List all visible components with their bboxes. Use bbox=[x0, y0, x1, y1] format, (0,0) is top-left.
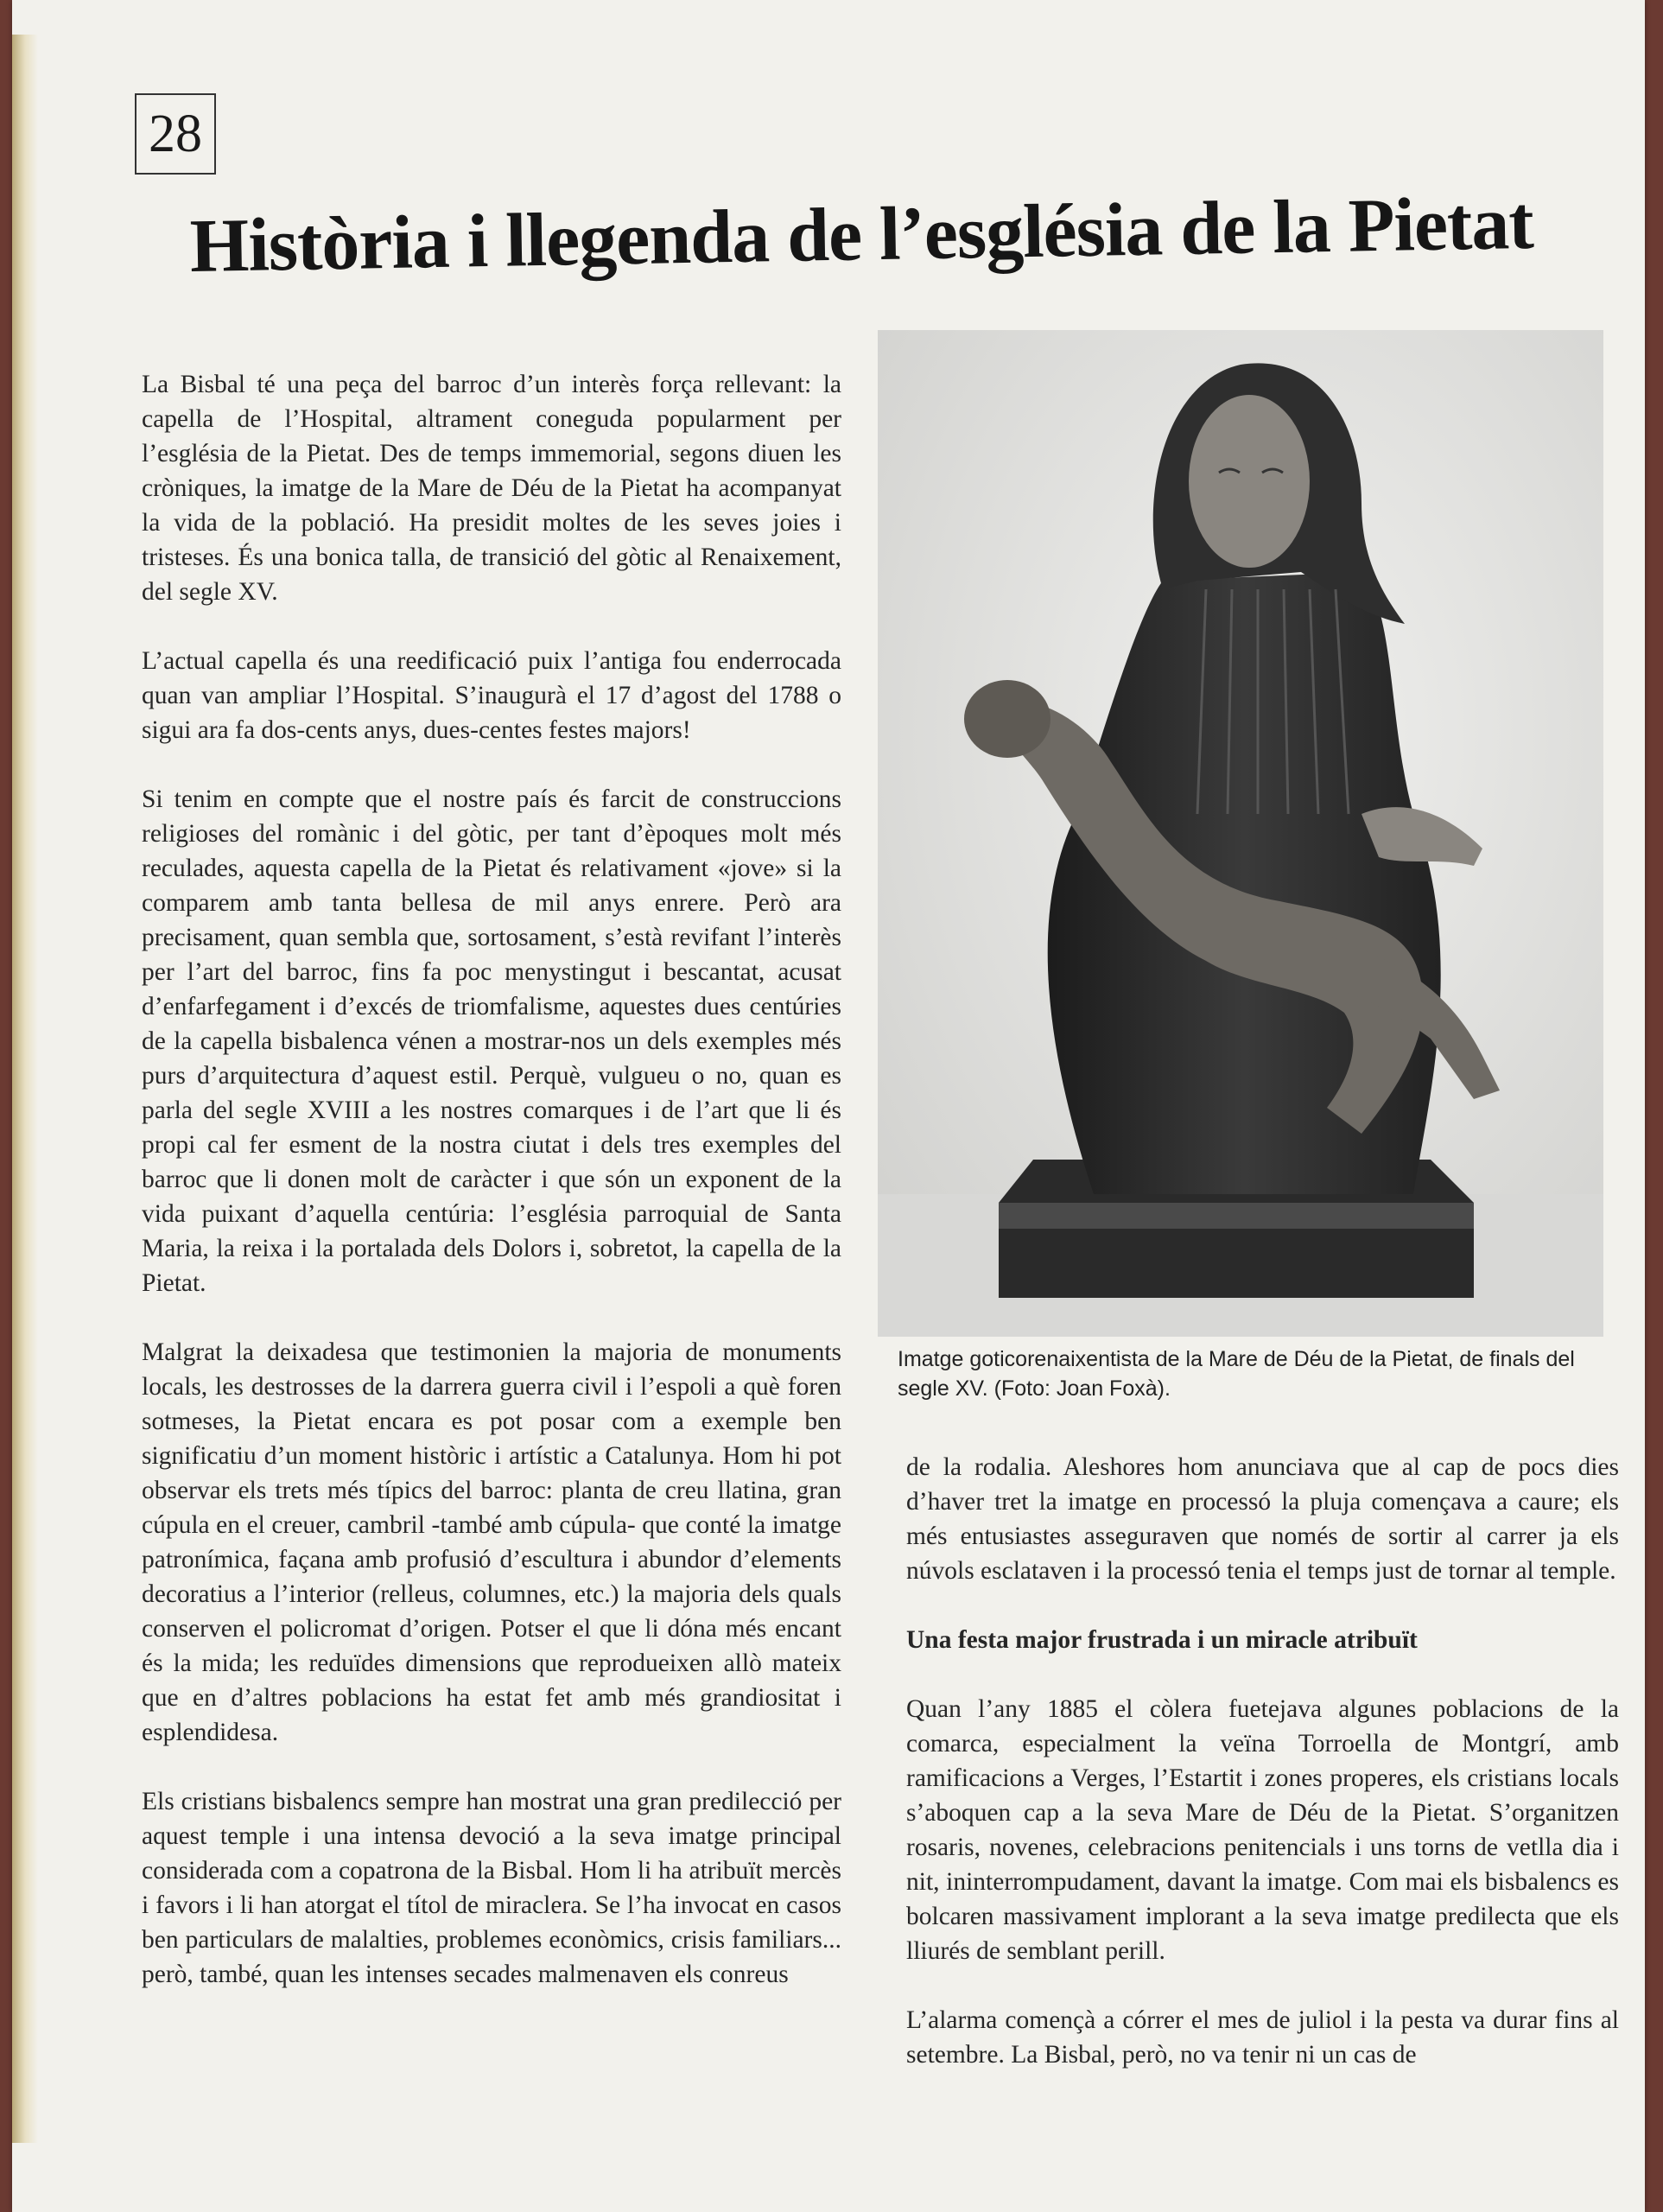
pieta-photo bbox=[878, 330, 1603, 1337]
paragraph: La Bisbal té una peça del barroc d’un interès força rellevant: la capella de l’Hospital, altrament coneguda popularment per l’església de la Pietat. Des de temps immemorial, segons diuen les cròniques, la imatge de la Mare de Déu de la Pietat ha acompanyat la vida de la població. Ha presidit moltes de les seves joies i tristeses. És una bonica talla, de transició del gòtic al Renaixement, del segle XV. bbox=[142, 371, 841, 606]
photo-caption: Imatge goticorenaixentista de la Mare de Déu de la Pietat, de finals del segle XV. (Foto: Joan Foxà). bbox=[898, 1347, 1575, 1401]
pieta-sculpture-image bbox=[878, 330, 1603, 1337]
paragraph: L’actual capella és una reedificació puix l’antiga fou enderrocada quan van ampliar l’Hospital. S’inaugurà el 17 d’agost del 1788 o sigui ara fa dos-cents anys, dues-centes festes majors! bbox=[142, 647, 841, 744]
paragraph: Quan l’any 1885 el còlera fuetejava algunes poblacions de la comarca, especialment la veïna Torroella de Montgrí, amb ramificacions a Verges, l’Estartit i zones properes, els cristians locals s’aboquen cap a la seva Mare de Déu de la Pietat. S’organitzen rosaris, novenes, celebracions penitencials i uns torns de vetlla dia i nit, ininterrompudament, davant la imatge. Com mai els bisbalencs es bolcaren massivament implorant a la seva imatge predilecta que els lliurés de semblant perill. bbox=[906, 1695, 1619, 1965]
right-column bbox=[906, 1450, 1619, 2107]
paragraph: de la rodalia. Aleshores hom anunciava que al cap de pocs dies d’haver tret la imatge en processó la pluja començava a caure; els més entusiastes asseguraven que només de sortir al carrer ja els núvols esclataven i la processó tenia el temps just de tornar al temple. bbox=[906, 1453, 1619, 1585]
paragraph: Malgrat la deixadesa que testimonien la majoria de monuments locals, les destrosses de la darrera guerra civil i l’espoli a què foren sotmeses, la Pietat encara es pot posar com a exemple ben significatiu d’un moment històric i artístic a Catalunya. Hom hi pot observar els trets més típics del barroc: planta de creu llatina, gran cúpula en el creuer, cambril -també amb cúpula- que conté la imatge patronímica, façana amb profusió d’escultura i abundor d’elements decoratius a l’interior (relleus, columnes, etc.) la majoria dels quals conserven el policromat d’origen. Potser el que li dóna més encant és la mida; les reduïdes dimensions que reprodueixen allò mateix que en d’altres poblacions ha estat fet amb més grandiositat i esplendidesa. bbox=[142, 1338, 841, 1746]
section-subheading: Una festa major frustrada i un miracle atribuït bbox=[906, 1626, 1418, 1654]
paragraph: Els cristians bisbalencs sempre han mostrat una gran predilecció per aquest temple i una intensa devoció a la seva imatge principal considerada com a copatrona de la Bisbal. Hom li ha atribuït mercès i favors i li han atorgat el títol de miraclera. Se l’ha invocat en casos ben particulars de malalties, problemes econòmics, crisis familiars... però, també, quan les intenses secades malmenaven els conreus bbox=[142, 1788, 841, 1988]
paragraph: L’alarma començà a córrer el mes de juliol i la pesta va durar fins al setembre. La Bisbal, però, no va tenir ni un cas de bbox=[906, 2006, 1619, 2069]
article-title: Història i llegenda de l’església de la Pietat bbox=[189, 181, 1534, 289]
paragraph: Si tenim en compte que el nostre país és farcit de construccions religioses del romànic i del gòtic, per tant d’èpoques molt més reculades, aquesta capella de la Pietat és relativament «jove» si la comparem amb tanta bellesa de mil anys enrere. Però ara precisament, quan sembla que, sortosament, s’està revifant l’interès per l’art del barroc, fins fa poc menystingut i bescantat, acusat d’enfarfegament i d’excés de triomfalisme, aquestes dues centúries de la capella bisbalenca vénen a mostrar-nos un dels exemples més purs d’arquitectura d’aquest estil. Perquè, vulgueu o no, quan es parla del segle XVIII a les nostres comarques i de l’art que li és propi cal fer esment de la nostra ciutat i dels tres exemples del barroc que li donen molt de caràcter i que són un exponent de la vida puixant d’aquella centúria: l’església parroquial de Santa Maria, la reixa i la portalada dels Dolors i, sobretot, la capella de la Pietat. bbox=[142, 785, 841, 1297]
left-column bbox=[142, 367, 841, 2026]
page-edge bbox=[12, 35, 38, 2143]
magazine-page bbox=[12, 0, 1645, 2212]
page-number: 28 bbox=[135, 93, 216, 175]
